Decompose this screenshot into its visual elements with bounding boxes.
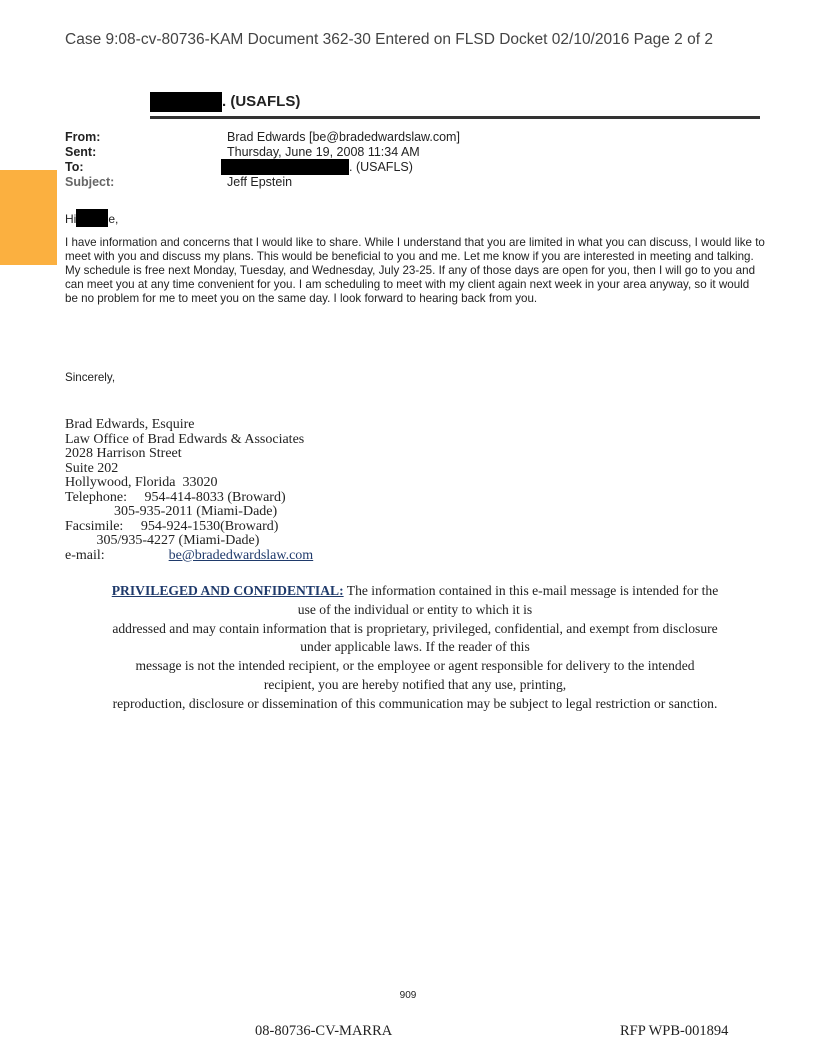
signature-line: 2028 Harrison Street: [65, 446, 182, 461]
case-header: Case 9:08-cv-80736-KAM Document 362-30 Entered on FLSD Docket 02/10/2016 Page 2 of 2: [65, 31, 713, 48]
to-label: To:: [65, 160, 84, 174]
notice-line: use of the individual or entity to which it is: [297, 601, 533, 617]
to-value: . (USAFLS): [349, 160, 413, 174]
signature-block: [65, 418, 313, 563]
footer-case-number: 08-80736-CV-MARRA: [255, 1023, 393, 1039]
greeting-end: e,: [108, 212, 119, 226]
email-title: . (USAFLS): [222, 93, 301, 110]
subject-value: Jeff Epstein: [227, 175, 293, 189]
sent-label: Sent:: [65, 145, 97, 159]
signature-line: Brad Edwards, Esquire: [65, 417, 195, 432]
from-label: From:: [65, 130, 101, 144]
privileged-label: PRIVILEGED AND CONFIDENTIAL:: [111, 583, 344, 598]
signature-line: Law Office of Brad Edwards & Associates: [65, 431, 305, 447]
notice-line: addressed and may contain information that is proprietary, privileged, confidential, and exempt from disclosure: [112, 620, 718, 636]
closing: Sincerely,: [65, 371, 116, 384]
redaction: [76, 209, 108, 227]
notice-line: message is not the intended recipient, or the employee or agent responsible for delivery to the intended: [135, 658, 695, 674]
notice-line: The information contained in this e-mail message is intended for the: [343, 583, 719, 598]
sent-value: Thursday, June 19, 2008 11:34 AM: [227, 145, 420, 159]
greeting: [65, 209, 118, 228]
greeting-start: Hi: [65, 212, 77, 226]
from-value: Brad Edwards [be@bradedwardslaw.com]: [227, 130, 460, 144]
redaction: [150, 92, 222, 112]
signature-line: 305-935-2011 (Miami-Dade): [65, 504, 278, 519]
signature-line: Facsimile: 954-924-1530(Broward): [65, 518, 279, 534]
notice-line: recipient, you are hereby notified that any use, printing,: [263, 676, 567, 692]
email-link[interactable]: be@bradedwardslaw.com: [168, 547, 314, 563]
email-title-bar: [150, 92, 760, 119]
subject-label: Subject:: [65, 175, 115, 189]
confidentiality-notice: [60, 582, 770, 714]
bates-number: RFP WPB-001894: [620, 1023, 729, 1039]
redaction: [221, 159, 349, 175]
email-body: I have information and concerns that I would like to share. While I understand that you are limited in what you can discuss, I would like to meet with you and discuss my plans. This would be beneficial to you and me. Let me know if you are interested in meeting and talking. My schedule is free next Monday, Tuesday, and Wednesday, July 23-25. If any of those days are open for you, then I will go to you and can meet you at any time convenient for you. I am scheduling to meet with my client again next week in your area anyway, so it would be no problem for me to meet you on the same day. I look forward to hearing back from you.: [65, 236, 765, 305]
signature-line: Hollywood, Florida 33020: [65, 475, 218, 490]
page-number: 909: [399, 990, 417, 1001]
signature-line: 305/935-4227 (Miami-Dade): [65, 533, 260, 548]
signature-line: Telephone: 954-414-8033 (Broward): [65, 489, 286, 505]
email-label: e-mail:: [65, 547, 105, 563]
notice-line: under applicable laws. If the reader of this: [300, 639, 530, 655]
sticky-tab: [0, 170, 57, 265]
notice-line: reproduction, disclosure or dissemination of this communication may be subject to legal restriction or sanction.: [112, 695, 718, 711]
signature-line: Suite 202: [65, 460, 119, 476]
